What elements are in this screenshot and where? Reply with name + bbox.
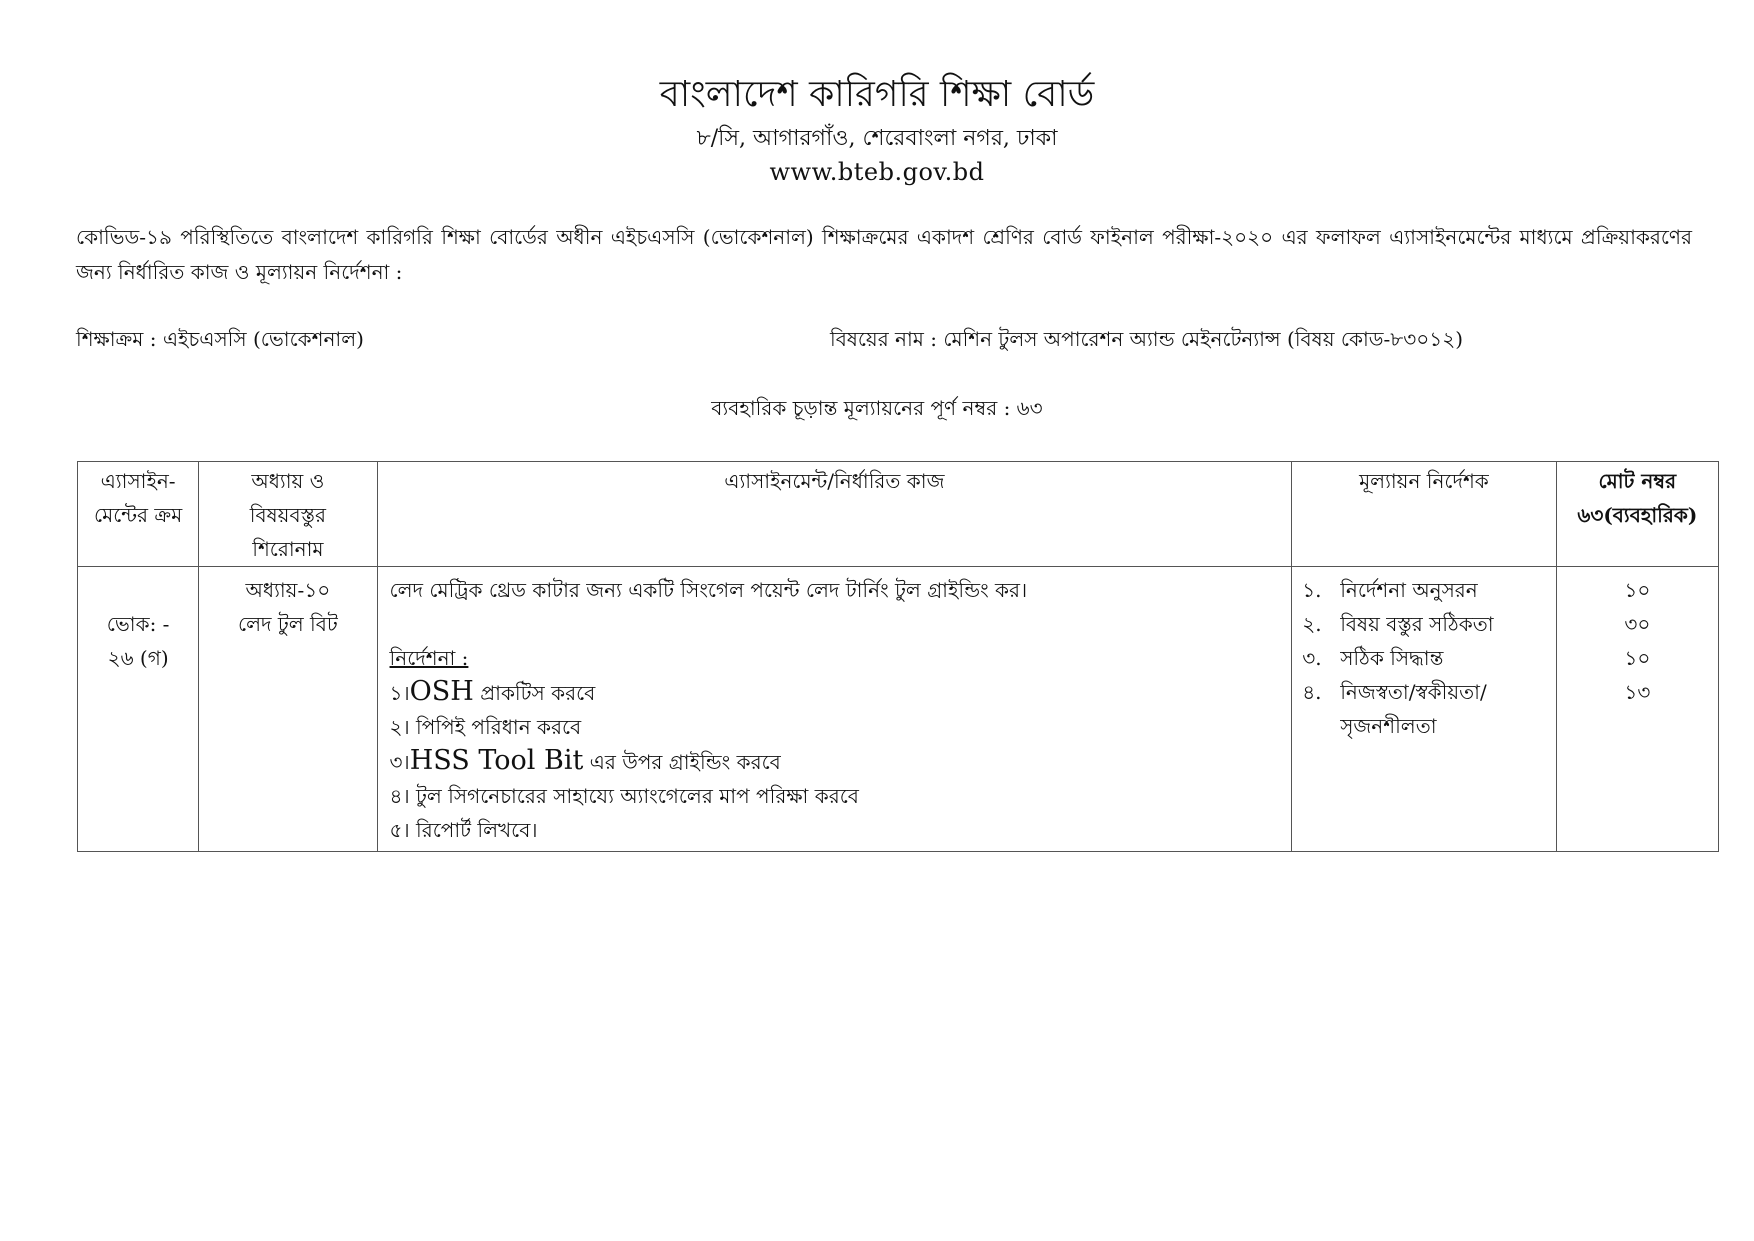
header-task: এ্যাসাইনমেন্ট/নির্ধারিত কাজ <box>377 462 1292 567</box>
criteria-text: সঠিক সিদ্ধান্ত <box>1340 646 1444 670</box>
step-emphasis: OSH <box>409 676 474 707</box>
header-serial-line2: মেন্টের ক্রম <box>94 503 183 527</box>
mark-value: ১০ <box>1624 578 1651 602</box>
header-marks-line1: মোট নম্বর <box>1598 469 1677 493</box>
chapter-line1: অধ্যায়-১০ <box>245 578 331 602</box>
step-number: ৩। <box>389 750 410 774</box>
header-marks-line2: ৬৩(ব্যবহারিক) <box>1577 503 1698 527</box>
step-number: ২। <box>389 715 410 739</box>
step-emphasis: HSS Tool Bit <box>409 745 584 776</box>
header-chapter-line1: অধ্যায় ও <box>251 469 325 493</box>
serial-cell <box>78 567 199 852</box>
criteria-number: ১. <box>1302 578 1322 602</box>
step-text: টুল সিগনেচারের সাহায্যে অ্যাংগেলের মাপ পরিক্ষা করবে <box>409 784 859 808</box>
assignment-table <box>77 461 1719 852</box>
mark-value: ১০ <box>1624 646 1651 670</box>
criteria-number: ৪. <box>1302 680 1322 704</box>
mark-value: ৩০ <box>1624 612 1651 636</box>
subject-label: বিষয়ের নাম : মেশিন টুলস অপারেশন অ্যান্ড মেইনটেন্যান্স (বিষয় কোড-৮৩০১২) <box>830 327 1464 351</box>
organization-address: ৮/সি, আগারগাঁও, শেরেবাংলা নগর, ঢাকা <box>696 126 1058 151</box>
organization-name: বাংলাদেশ কারিগরি শিক্ষা বোর্ড <box>659 74 1095 115</box>
step-text: পিপিই পরিধান করবে <box>409 715 582 739</box>
header-chapter-line3: শিরোনাম <box>252 537 324 561</box>
criteria-number: ৩. <box>1302 646 1322 670</box>
instruction-step <box>390 710 1282 744</box>
criteria-text: বিষয় বস্তুর সঠিকতা <box>1340 612 1494 636</box>
instruction-step <box>390 675 1282 710</box>
criteria-item <box>1302 641 1549 675</box>
header-serial <box>78 462 199 567</box>
step-number: ১। <box>389 681 410 705</box>
criteria-item <box>1302 675 1549 743</box>
serial-line2: ২৬ (গ) <box>107 646 169 670</box>
criteria-text: নির্দেশনা অনুসরন <box>1340 578 1478 602</box>
chapter-cell <box>199 567 377 852</box>
criteria-item <box>1302 607 1549 641</box>
step-number: ৪। <box>389 784 410 808</box>
task-cell <box>377 567 1292 852</box>
table-header-row <box>78 462 1719 567</box>
task-description: লেদ মেট্রিক থ্রেড কাটার জন্য একটি সিংগেল পয়েন্ট লেদ টার্নিং টুল গ্রাইন্ডিং কর। <box>389 578 1028 602</box>
organization-website: www.bteb.gov.bd <box>769 158 985 186</box>
task-spacer <box>390 607 1282 641</box>
curriculum-label: শিক্ষাক্রম : এইচএসসি (ভোকেশনাল) <box>76 327 364 351</box>
header-chapter <box>199 462 377 567</box>
instruction-step <box>390 813 1282 847</box>
criteria-text: নিজস্বতা/স্বকীয়তা/ সৃজনশীলতা <box>1340 680 1487 738</box>
header-marks <box>1556 462 1718 567</box>
instruction-step <box>390 744 1282 779</box>
serial-line1: ভোক: - <box>106 612 170 636</box>
header-criteria: মূল্যায়ন নির্দেশক <box>1292 462 1556 567</box>
step-text: এর উপর গ্রাইন্ডিং করবে <box>583 750 781 774</box>
criteria-number: ২. <box>1302 612 1322 636</box>
marks-cell <box>1556 567 1718 852</box>
criteria-item <box>1302 573 1549 607</box>
instruction-step <box>390 779 1282 813</box>
chapter-line2: লেদ টুল বিট <box>237 612 338 636</box>
table-row <box>78 567 1719 852</box>
step-text: রিপোর্ট লিখবে। <box>409 818 538 842</box>
criteria-cell <box>1292 567 1556 852</box>
intro-paragraph: কোভিড-১৯ পরিস্থিতিতে বাংলাদেশ কারিগরি শিক্ষা বোর্ডের অধীন এইচএসসি (ভোকেশনাল) শিক্ষাক্রমের একাদশ শ্রেণির বোর্ড ফাইনাল পরীক্ষা-২০২০ এর ফলাফল এ্যাসাইনমেন্টের মাধ্যমে প্রক্রিয়াকরণের জন্য নির্ধারিত কাজ ও মূল্যায়ন নির্দেশনা : <box>76 225 1692 284</box>
step-text: প্রাকটিস করবে <box>473 681 596 705</box>
full-marks-label: ব্যবহারিক চূড়ান্ত মূল্যায়নের পূর্ণ নম্বর : ৬৩ <box>711 396 1043 420</box>
step-number: ৫। <box>389 818 410 842</box>
instructions-label: নির্দেশনা : <box>389 646 469 670</box>
header-chapter-line2: বিষয়বস্তুর <box>249 503 326 527</box>
mark-value: ১৩ <box>1624 680 1651 704</box>
header-serial-line1: এ্যাসাইন- <box>100 469 176 493</box>
